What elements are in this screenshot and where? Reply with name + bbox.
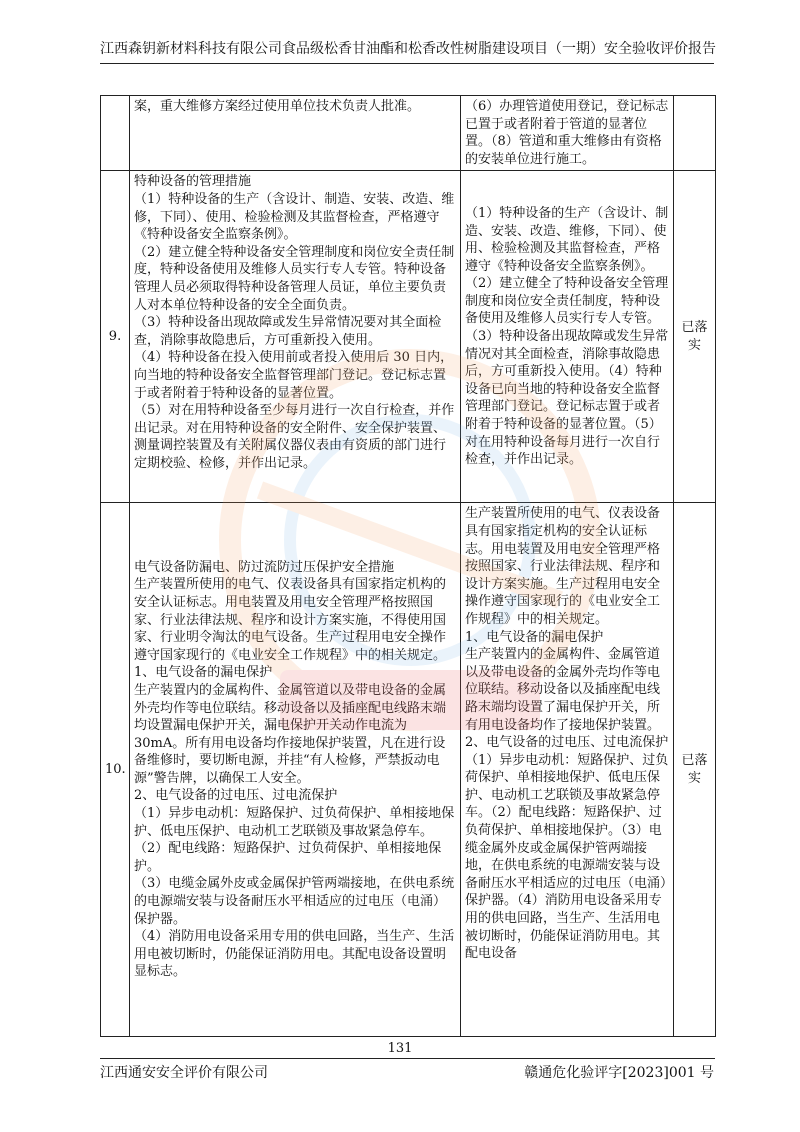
requirement-cell xyxy=(130,503,461,1037)
row-number xyxy=(101,96,130,171)
requirement-text: （3）特种设备出现故障或发生异常情况要对其全面检查，消除事故隐患后，方可重新投入使用。 xyxy=(134,315,442,348)
result-cell: 已落实 xyxy=(674,503,716,1037)
requirement-text: 生产装置内的金属构件、金属管道以及带电设备的金属外壳均作等电位联结。移动设备以及插座配电线路末端均设置漏电保护开关，漏电保护开关动作电流为 30mA。所有用电设备均作接地保护装置，凡在进行设备维修时，要切断电源，并挂“有人检修，严禁扳动电源”警告牌，以确保工人安全。 xyxy=(134,682,447,786)
situation-cell xyxy=(461,171,674,503)
requirement-cell xyxy=(130,96,461,171)
requirement-text: （4）特种设备在投入使用前或者投入使用后 30 日内，向当地的特种设备安全监督管理部门登记。登记标志置于或者附着于特种设备的显著位置。 xyxy=(134,350,454,401)
situation-cell xyxy=(461,503,674,1037)
table-row xyxy=(101,503,716,1037)
header-title: 江西森钥新材料科技有限公司食品级松香甘油酯和松香改性树脂建设项目（一期）安全验收评价报告 xyxy=(100,41,716,57)
table-row xyxy=(101,96,716,171)
requirement-text: 生产装置所使用的电气、仪表设备具有国家指定机构的安全认证标志。用电装置及用电安全管理严格按照国家、行业法律法规、程序和设计方案实施，不得使用国家、行业明令淘汰的电气设备。生产过程用电安全操作遵守国家现行的《电业安全工作规程》中的相关规定。 xyxy=(134,577,447,663)
footer-report-code: 赣通危化验评字[2023]001 号 xyxy=(524,1065,714,1081)
situation-cell xyxy=(461,96,674,171)
requirement-text: 1、电气设备的漏电保护 xyxy=(134,665,273,681)
situation-text: （1）特种设备的生产（含设计、制造、安装、改造、维修，下同）、使用、检验检测及其监督检查，严格遵守《特种设备安全监察条例》。（2）建立健全了特种设备安全管理制度和岗位安全责任制度，特种设备使用及维修人员实行专人专管。（3）特种设备出现故障或发生异常情况对其全面检查，消除事故隐患后，方可重新投入使用。（4）特种设备已向当地的特种设备安全监督管理部门登记。登记标志置于或者附着于特种设备的显著位置。（5）对在用特种设备每月进行一次自行检查，并作出记录。 xyxy=(465,205,669,468)
requirement-text: （2）建立健全特种设备安全管理制度和岗位安全责任制度，特种设备使用及维修人员实行专人专管。特种设备管理人员必须取得特种设备管理人员证，单位主要负责人对本单位特种设备的安全全面负责。 xyxy=(134,244,455,313)
requirement-text: （2）配电线路：短路保护、过负荷保护、单相接地保护。 xyxy=(134,841,442,874)
footer-company: 江西通安安全评价有限公司 xyxy=(100,1065,268,1081)
situation-text: 生产装置内的金属构件、金属管道以及带电设备的金属外壳均作等电位联结。移动设备以及插座配电线路末端均设置了漏电保护开关，所有用电设备均作了接地保护装置。 xyxy=(465,647,661,733)
requirement-text: 电气设备防漏电、防过流防过压保护安全措施 xyxy=(134,559,395,575)
inspection-table xyxy=(100,95,716,1037)
situation-text: （6）办理管道使用登记，登记标志已置于或者附着于管道的显著位置。（8）管道和重大维修由有资格的安装单位进行施工。 xyxy=(465,99,669,167)
situation-text: 生产装置所使用的电气、仪表设备具有国家指定机构的安全认证标志。用电装置及用电安全管理严格按照国家、行业法律法规、程序和设计方案实施。生产过程用电安全操作遵守国家现行的《电业安全工作规程》中的相关规定。 xyxy=(465,506,661,627)
row-number: 10. xyxy=(101,503,130,1037)
requirement-text: （5）对在用特种设备至少每月进行一次自行检查，并作出记录。对在用特种设备的安全附件、安全保护装置、测量调控装置及有关附属仪器仪表由有资质的部门进行定期校验、检修，并作出记录。 xyxy=(134,403,455,471)
requirement-text: 案，重大维修方案经过使用单位技术负责人批准。 xyxy=(134,99,421,114)
footer-divider xyxy=(100,1058,715,1059)
requirement-text: （1）异步电动机：短路保护、过负荷保护、单相接地保护、低电压保护、电动机工艺联锁及事故紧急停车。 xyxy=(134,806,455,839)
table-row xyxy=(101,171,716,503)
row-number: 9. xyxy=(101,171,130,503)
requirement-text: 2、电气设备的过电压、过电流保护 xyxy=(134,788,338,804)
page-header xyxy=(100,40,714,64)
result-cell xyxy=(674,96,716,171)
situation-text: 2、电气设备的过电压、过电流保护 xyxy=(465,735,669,751)
situation-text: 1、电气设备的漏电保护 xyxy=(465,629,604,645)
requirement-text: （1）特种设备的生产（含设计、制造、安装、改造、维修，下同）、使用、检验检测及其监督检查，严格遵守《特种设备安全监察条例》。 xyxy=(134,191,455,243)
result-cell: 已落实 xyxy=(674,171,716,503)
requirement-text: （4）消防用电设备采用专用的供电回路，当生产、生活用电被切断时，仍能保证消防用电。其配电设备设置明显标志。 xyxy=(134,929,455,980)
situation-text: （1）异步电动机：短路保护、过负荷保护、单相接地保护、低电压保护、电动机工艺联锁及事故紧急停车。（2）配电线路：短路保护、过负荷保护、单相接地保护。（3）电缆金属外皮或金属保护管两端接地，在供电系统的电源端安装与设备耐压水平相适应的过电压（电涌）保护器。（4）消防用电设备采用专用的供电回路，当生产、生活用电被切断时，仍能保证消防用电。其配电设备 xyxy=(465,752,669,962)
page-number: 131 xyxy=(387,1041,413,1056)
requirement-cell xyxy=(130,171,461,503)
requirement-text: （3）电缆金属外皮或金属保护管两端接地，在供电系统的电源端安装与设备耐压水平相适应的过电压（电涌）保护器。 xyxy=(134,876,455,927)
requirement-text: 特种设备的管理措施 xyxy=(134,174,252,190)
